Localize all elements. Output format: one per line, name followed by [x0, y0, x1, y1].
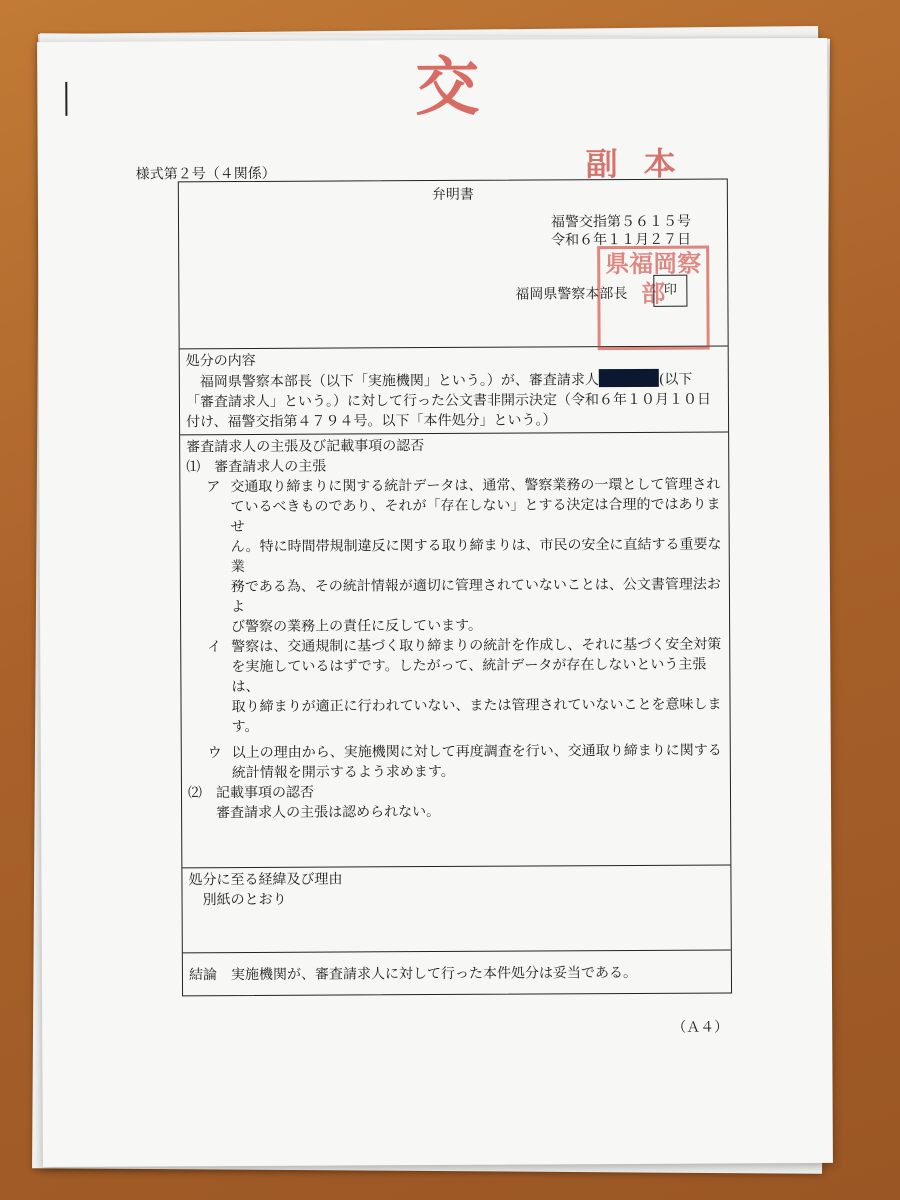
disposition-text-part2: (以下 「審査請求人」という。）に対して行った公文書非開示決定（令和６年１０月１０日 付け、福警交指第４７９４号。以下「本件処分」という。）: [185, 371, 711, 431]
form-number: 様式第２号（４関係）: [135, 165, 276, 183]
form-frame: [178, 178, 732, 996]
reason-section: [182, 865, 730, 953]
sub-item-mark: イ: [207, 639, 222, 656]
sub-item-text: 警察は、交通規制に基づく取り締まりの統計を作成し、それに基づく安全対策 を実施しているはずです。したがって、統計データが存在しないという主張は、 取り締まりが適正に行われていない、または管理されていないことを意味しま す。: [231, 636, 722, 736]
document-title: 弁明書: [431, 186, 474, 204]
claims-section: [180, 432, 730, 868]
item-label: 審査請求人の主張: [214, 458, 327, 476]
sub-item-i: [187, 634, 724, 737]
header-section: [179, 179, 728, 349]
reason-heading: 処分に至る経緯及び理由: [188, 871, 343, 889]
disposition-heading: 処分の内容: [185, 352, 256, 370]
sub-item-text: 以上の理由から、実施機関に対して再度調査を行い、交通取り締まりに関する 統計情報を開示するよう求めます。: [231, 742, 722, 782]
redaction-block: [599, 369, 659, 387]
disposition-section: [180, 346, 728, 435]
document-page: [37, 38, 833, 1167]
item-mark: ⑴: [186, 459, 201, 476]
sub-item-u: [188, 740, 724, 783]
disposition-text: [186, 368, 722, 432]
conclusion-section: [183, 950, 731, 995]
corner-mark: [65, 82, 67, 116]
conclusion-text: 実施機関が、審査請求人に対して行った本件処分は妥当である。: [230, 964, 637, 984]
item-mark: ⑵: [187, 785, 203, 802]
copy-stamp: 副本: [585, 144, 702, 184]
item-2-text: 審査請求人の主張は認められない。: [216, 803, 441, 822]
item-label: 記載事項の認否: [215, 784, 315, 802]
sub-item-mark: ア: [206, 479, 221, 496]
sub-item-mark: ウ: [207, 745, 222, 762]
official-seal-text: 県福岡察部: [605, 248, 702, 308]
sub-item-text: 交通取り締まりに関する統計データは、通常、警察業務の一環として管理され ているべきものであり、それが「存在しない」とする決定は合理的ではありませ ん。特に時間帯規制違反に関する取り締まりは、市民の安全に直結する重要な業 務である為、その統計情報が適切に管理されていないことは、公文書管理法およ び警察の業務上の責任に反しています。: [230, 476, 722, 636]
conclusion-label: 結論: [188, 967, 217, 984]
top-seal-stamp: 交: [415, 49, 480, 126]
reason-text: 別紙のとおり: [202, 891, 287, 909]
seal-box: 印: [653, 275, 687, 307]
document-date: 令和６年１１月２７日: [551, 231, 692, 249]
reference-number: 福警交指第５６１５号: [550, 213, 692, 231]
claims-heading: 審査請求人の主張及び記載事項の認否: [186, 438, 425, 456]
claim-item-1: [186, 454, 722, 477]
paper-size-label: （Ａ４）: [672, 1019, 729, 1036]
claim-item-2: [188, 780, 724, 803]
issuer-name: 福岡県警察本部長: [515, 285, 628, 303]
sub-item-a: [186, 474, 723, 637]
disposition-text-part1: 福岡県警察本部長（以下「実施機関」という。）が、審査請求人: [199, 372, 599, 391]
